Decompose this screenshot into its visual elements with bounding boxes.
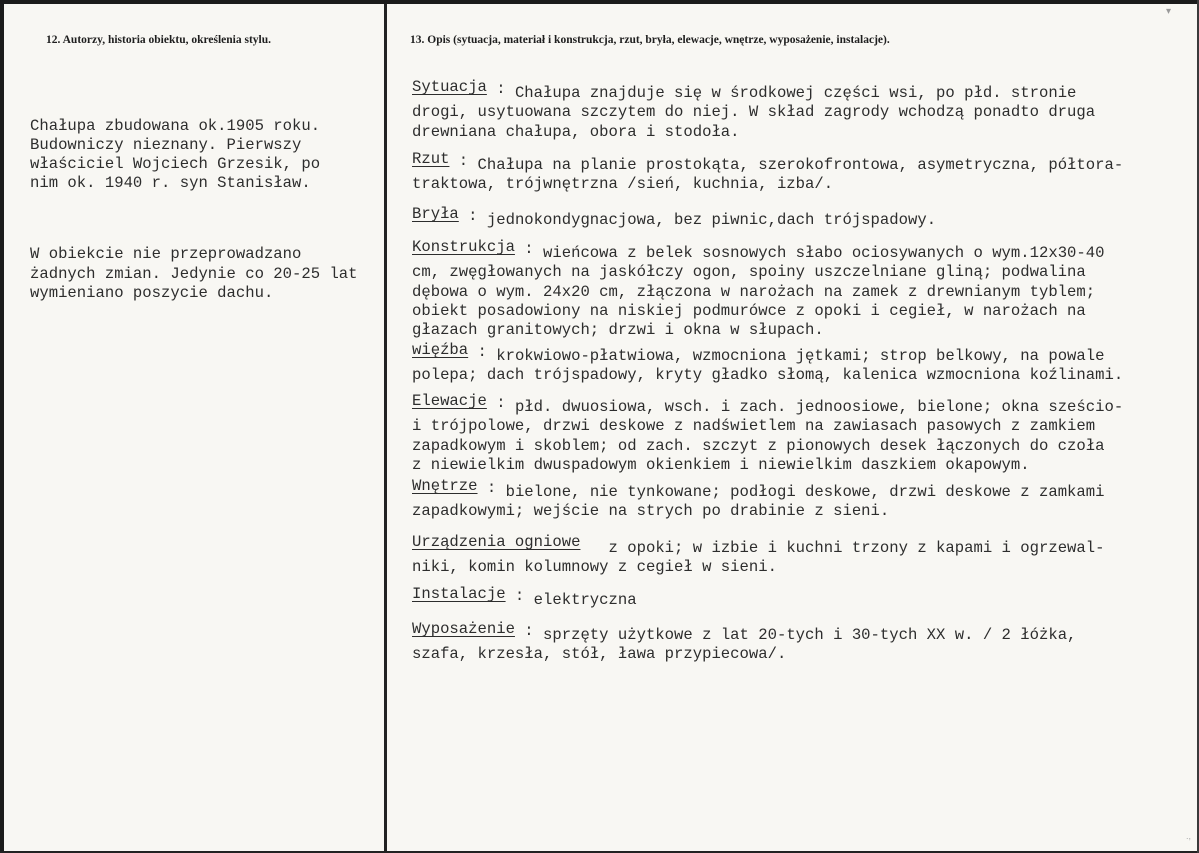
history-text bbox=[30, 78, 382, 355]
text-line: Budowniczy nieznany. Pierwszy bbox=[30, 135, 302, 154]
entry-label: Wnętrze bbox=[412, 477, 478, 495]
history-paragraph-1 bbox=[30, 117, 382, 194]
text-line: żadnych zmian. Jedynie co 20-25 lat bbox=[30, 264, 358, 283]
entry-instalacje: Instalacje : elektryczna bbox=[412, 585, 637, 609]
entry-wiezba: więźba : krokwiowo-płatwiowa, wzmocniona jętkami; strop belkowy, na powale polepa; dach trójspadowy, kryty gładko słomą, kalenica wzmocniona koźlinami. bbox=[412, 347, 1194, 386]
entry-label: Urządzenia ogniowe bbox=[412, 533, 581, 551]
entry-line: drogi, usytuowana szczytem do niej. W skład zagrody wchodzą ponadto druga bbox=[412, 103, 1096, 122]
left-column-header: 12. Autorzy, historia obiektu, określenia stylu. bbox=[46, 34, 272, 46]
entry-line: dębowa o wym. 24x20 cm, złączona w narożach na zamek z drewnianym tyblem; bbox=[412, 282, 1096, 301]
entry-rzut: Rzut : Chałupa na planie prostokąta, szerokofrontowa, asymetryczna, półtora- traktowa, trójwnętrzna /sień, kuchnia, izba/. bbox=[412, 156, 1194, 195]
entry-label: Rzut bbox=[412, 150, 450, 168]
text-line: nim ok. 1940 r. syn Stanisław. bbox=[30, 174, 311, 193]
corner-mark: ▾ bbox=[1165, 6, 1171, 17]
entry-line: z niewielkim dwuspadowym okienkiem i niewielkim daszkiem okapowym. bbox=[412, 455, 1030, 474]
page-edge-left bbox=[0, 0, 4, 853]
text-line: właściciel Wojciech Grzesik, po bbox=[30, 155, 321, 174]
entry-line: jednokondygnacjowa, bez piwnic,dach trójspadowy. bbox=[486, 211, 937, 229]
entry-line: płd. dwuosiowa, wsch. i zach. jednoosiowe, bielone; okna sześcio- bbox=[514, 398, 1124, 416]
entry-elewacje: Elewacje : płd. dwuosiowa, wsch. i zach. jednoosiowe, bielone; okna sześcio- i trójpolowe, drzwi deskowe z nadświetlem na zawiasach pasowych z zamkiem zapadkowym i skoblem; od zach. szczyt z pionowych desek łączonych do czoła z niewielkim dwuspadowym okienkiem i niewielkim daszkiem okapowym. bbox=[412, 398, 1194, 475]
entry-wnetrze: Wnętrze : bielone, nie tynkowane; podłogi deskowe, drzwi deskowe z zamkami zapadkowymi; wejście na strych po drabinie z sieni. bbox=[412, 483, 1194, 522]
history-paragraph-2 bbox=[30, 245, 382, 303]
entry-line: z opoki; w izbie i kuchni trzony z kapami i ogrzewal- bbox=[608, 539, 1105, 557]
entry-line: głazach granitowych; drzwi i okna w słupach. bbox=[412, 321, 824, 340]
entry-label: Konstrukcja bbox=[412, 238, 515, 256]
entry-label: Elewacje bbox=[412, 392, 487, 410]
entry-wyposazenie: Wyposażenie : sprzęty użytkowe z lat 20-tych i 30-tych XX w. / 2 łóżka, szafa, krzesła, stół, ława przypiecowa/. bbox=[412, 626, 1194, 665]
entry-line: wieńcowa z belek sosnowych słabo ociosywanych o wym.12x30-40 bbox=[543, 244, 1105, 262]
column-divider bbox=[384, 4, 387, 853]
entry-line: niki, komin kolumnowy z cegieł w sieni. bbox=[412, 558, 777, 577]
entry-line: i trójpolowe, drzwi deskowe z nadświetlem na zawiasach pasowych z zamkiem bbox=[412, 417, 1096, 436]
entry-line: krokwiowo-płatwiowa, wzmocniona jętkami; strop belkowy, na powale bbox=[496, 347, 1105, 365]
entry-line: elektryczna bbox=[533, 591, 637, 609]
entry-line: szafa, krzesła, stół, ława przypiecowa/. bbox=[412, 645, 787, 664]
entry-konstrukcja: Konstrukcja : wieńcowa z belek sosnowych słabo ociosywanych o wym.12x30-40 cm, zwęgłowanych na jaskółczy ogon, spoiny uszczelniane gliną; podwalina dębowa o wym. 24x20 cm, złączona w narożach na zamek z drewnianym tyblem; obiekt posadowiony na niskiej podmurówce z opoki i cegieł, w narożach na głazach granitowych; drzwi i okna w słupach. bbox=[412, 244, 1194, 340]
entry-urzadzenia-ogniowe bbox=[412, 533, 1194, 578]
entry-line: polepa; dach trójspadowy, kryty gładko słomą, kalenica wzmocniona koźlinami. bbox=[412, 366, 1124, 385]
entry-line: traktowa, trójwnętrzna /sień, kuchnia, izba/. bbox=[412, 175, 834, 194]
entry-label: Wyposażenie bbox=[412, 620, 515, 638]
entry-line: zapadkowym i skoblem; od zach. szczyt z pionowych desek łączonych do czoła bbox=[412, 436, 1105, 455]
entry-label: Sytuacja bbox=[412, 78, 487, 96]
text-line: W obiekcie nie przeprowadzano bbox=[30, 245, 302, 264]
text-line: wymieniano poszycie dachu. bbox=[30, 283, 274, 302]
entry-line: obiekt posadowiony na niskiej podmurówce z opoki i cegieł, w narożach na bbox=[412, 301, 1086, 320]
corner-mark-bottom: ., bbox=[1185, 831, 1191, 841]
text-line: Chałupa zbudowana ok.1905 roku. bbox=[30, 116, 321, 135]
right-column-header: 13. Opis (sytuacja, materiał i konstrukcja, rzut, bryła, elewacje, wnętrze, wyposażenie, instalacje). bbox=[410, 34, 890, 46]
entry-label: więźba bbox=[412, 341, 469, 359]
entry-line: drewniana chałupa, obora i stodoła. bbox=[412, 122, 740, 141]
entry-line: zapadkowymi; wejście na strych po drabinie z sieni. bbox=[412, 502, 890, 521]
entry-line: cm, zwęgłowanych na jaskółczy ogon, spoiny uszczelniane gliną; podwalina bbox=[412, 263, 1086, 282]
entry-bryla: Bryła : jednokondygnacjowa, bez piwnic,dach trójspadowy. bbox=[412, 205, 937, 229]
entry-sytuacja: Sytuacja : Chałupa znajduje się w środkowej części wsi, po płd. stronie drogi, usytuowana szczytem do niej. W skład zagrody wchodzą ponadto druga drewniana chałupa, obora i stodoła. bbox=[412, 84, 1194, 142]
entry-line: Chałupa znajduje się w środkowej części wsi, po płd. stronie bbox=[514, 84, 1077, 102]
entry-label: Instalacje bbox=[412, 585, 506, 603]
entry-line: bielone, nie tynkowane; podłogi deskowe, drzwi deskowe z zamkami bbox=[505, 483, 1105, 501]
entry-line: sprzęty użytkowe z lat 20-tych i 30-tych XX w. / 2 łóżka, bbox=[543, 626, 1077, 644]
entry-line: Chałupa na planie prostokąta, szerokofrontowa, asymetryczna, półtora- bbox=[477, 156, 1124, 174]
entry-label: Bryła bbox=[412, 205, 459, 223]
page-edge-top bbox=[0, 0, 1199, 4]
